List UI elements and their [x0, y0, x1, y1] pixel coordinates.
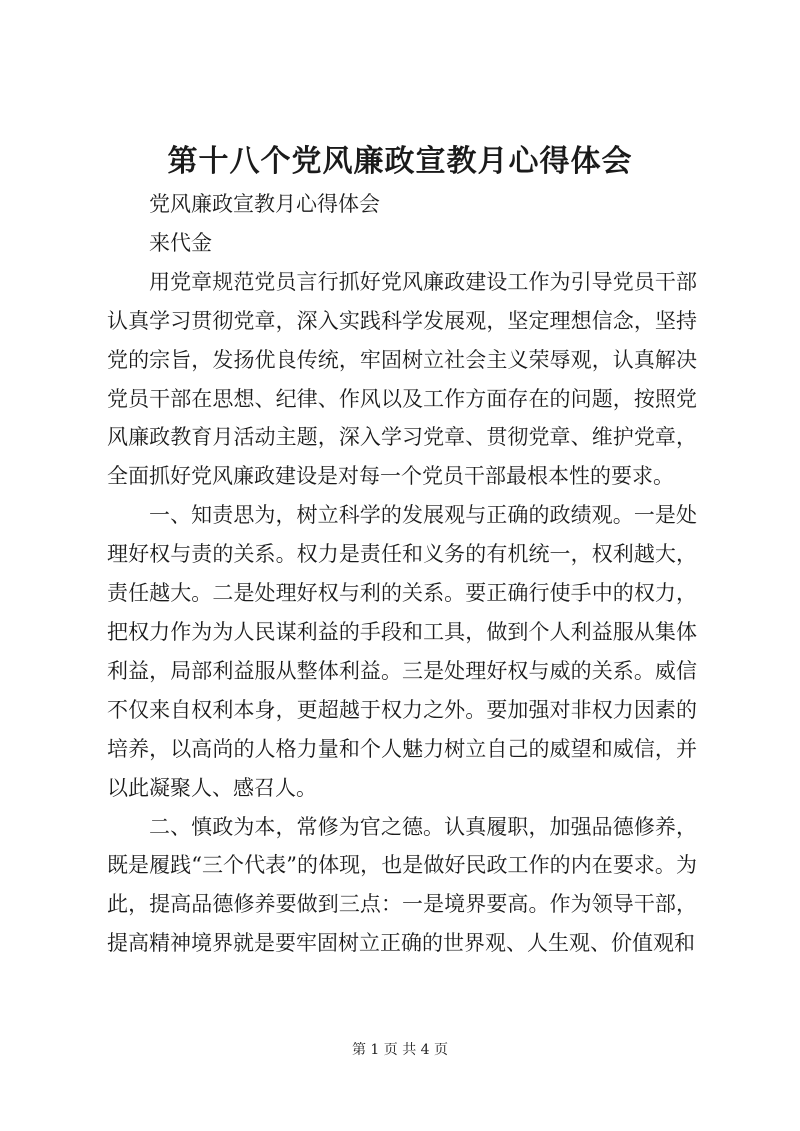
paragraph-section-1: 一、知责思为，树立科学的发展观与正确的政绩观。一是处理好权与责的关系。权力是责任和义务的有机统一，权利越大，责任越大。二是处理好权与利的关系。要正确行使手中的权力，把权力作为为人民谋利益的手段和工具，做到个人利益服从集体利益，局部利益服从整体利益。三是处理好权与威的关系。威信不仅来自权利本身，更超越于权力之外。要加强对非权力因素的培养，以高尚的人格力量和个人魅力树立自己的威望和威信，并以此凝聚人、感召人。 — [107, 503, 697, 800]
paragraph-section-2: 二、慎政为本，常修为官之德。认真履职，加强品德修养，既是履践“三个代表”的体现，也是做好民政工作的内在要求。为此，提高品德修养要做到三点：一是境界要高。作为领导干部，提高精神境界就是要牢固树立正确的世界观、人生观、价值观和 — [107, 814, 697, 956]
page-footer: 第 1 页 共 4 页 — [351, 1042, 449, 1058]
document-title: 第十八个党风廉政宣教月心得体会 — [167, 144, 633, 179]
paragraph-intro: 用党章规范党员言行抓好党风廉政建设工作为引导党员干部认真学习贯彻党章，深入实践科学发展观，坚定理想信念，坚持党的宗旨，发扬优良传统，牢固树立社会主义荣辱观，认真解决党员干部在思想、纪律、作风以及工作方面存在的问题，按照党风廉政教育月活动主题，深入学习党章、贯彻党章、维护党章，全面抓好党风廉政建设是对每一个党员干部最根本性的要求。 — [107, 269, 697, 489]
author-line: 来代金 — [149, 230, 212, 255]
subtitle-line: 党风廉政宣教月心得体会 — [149, 192, 380, 216]
document-body — [107, 185, 697, 963]
